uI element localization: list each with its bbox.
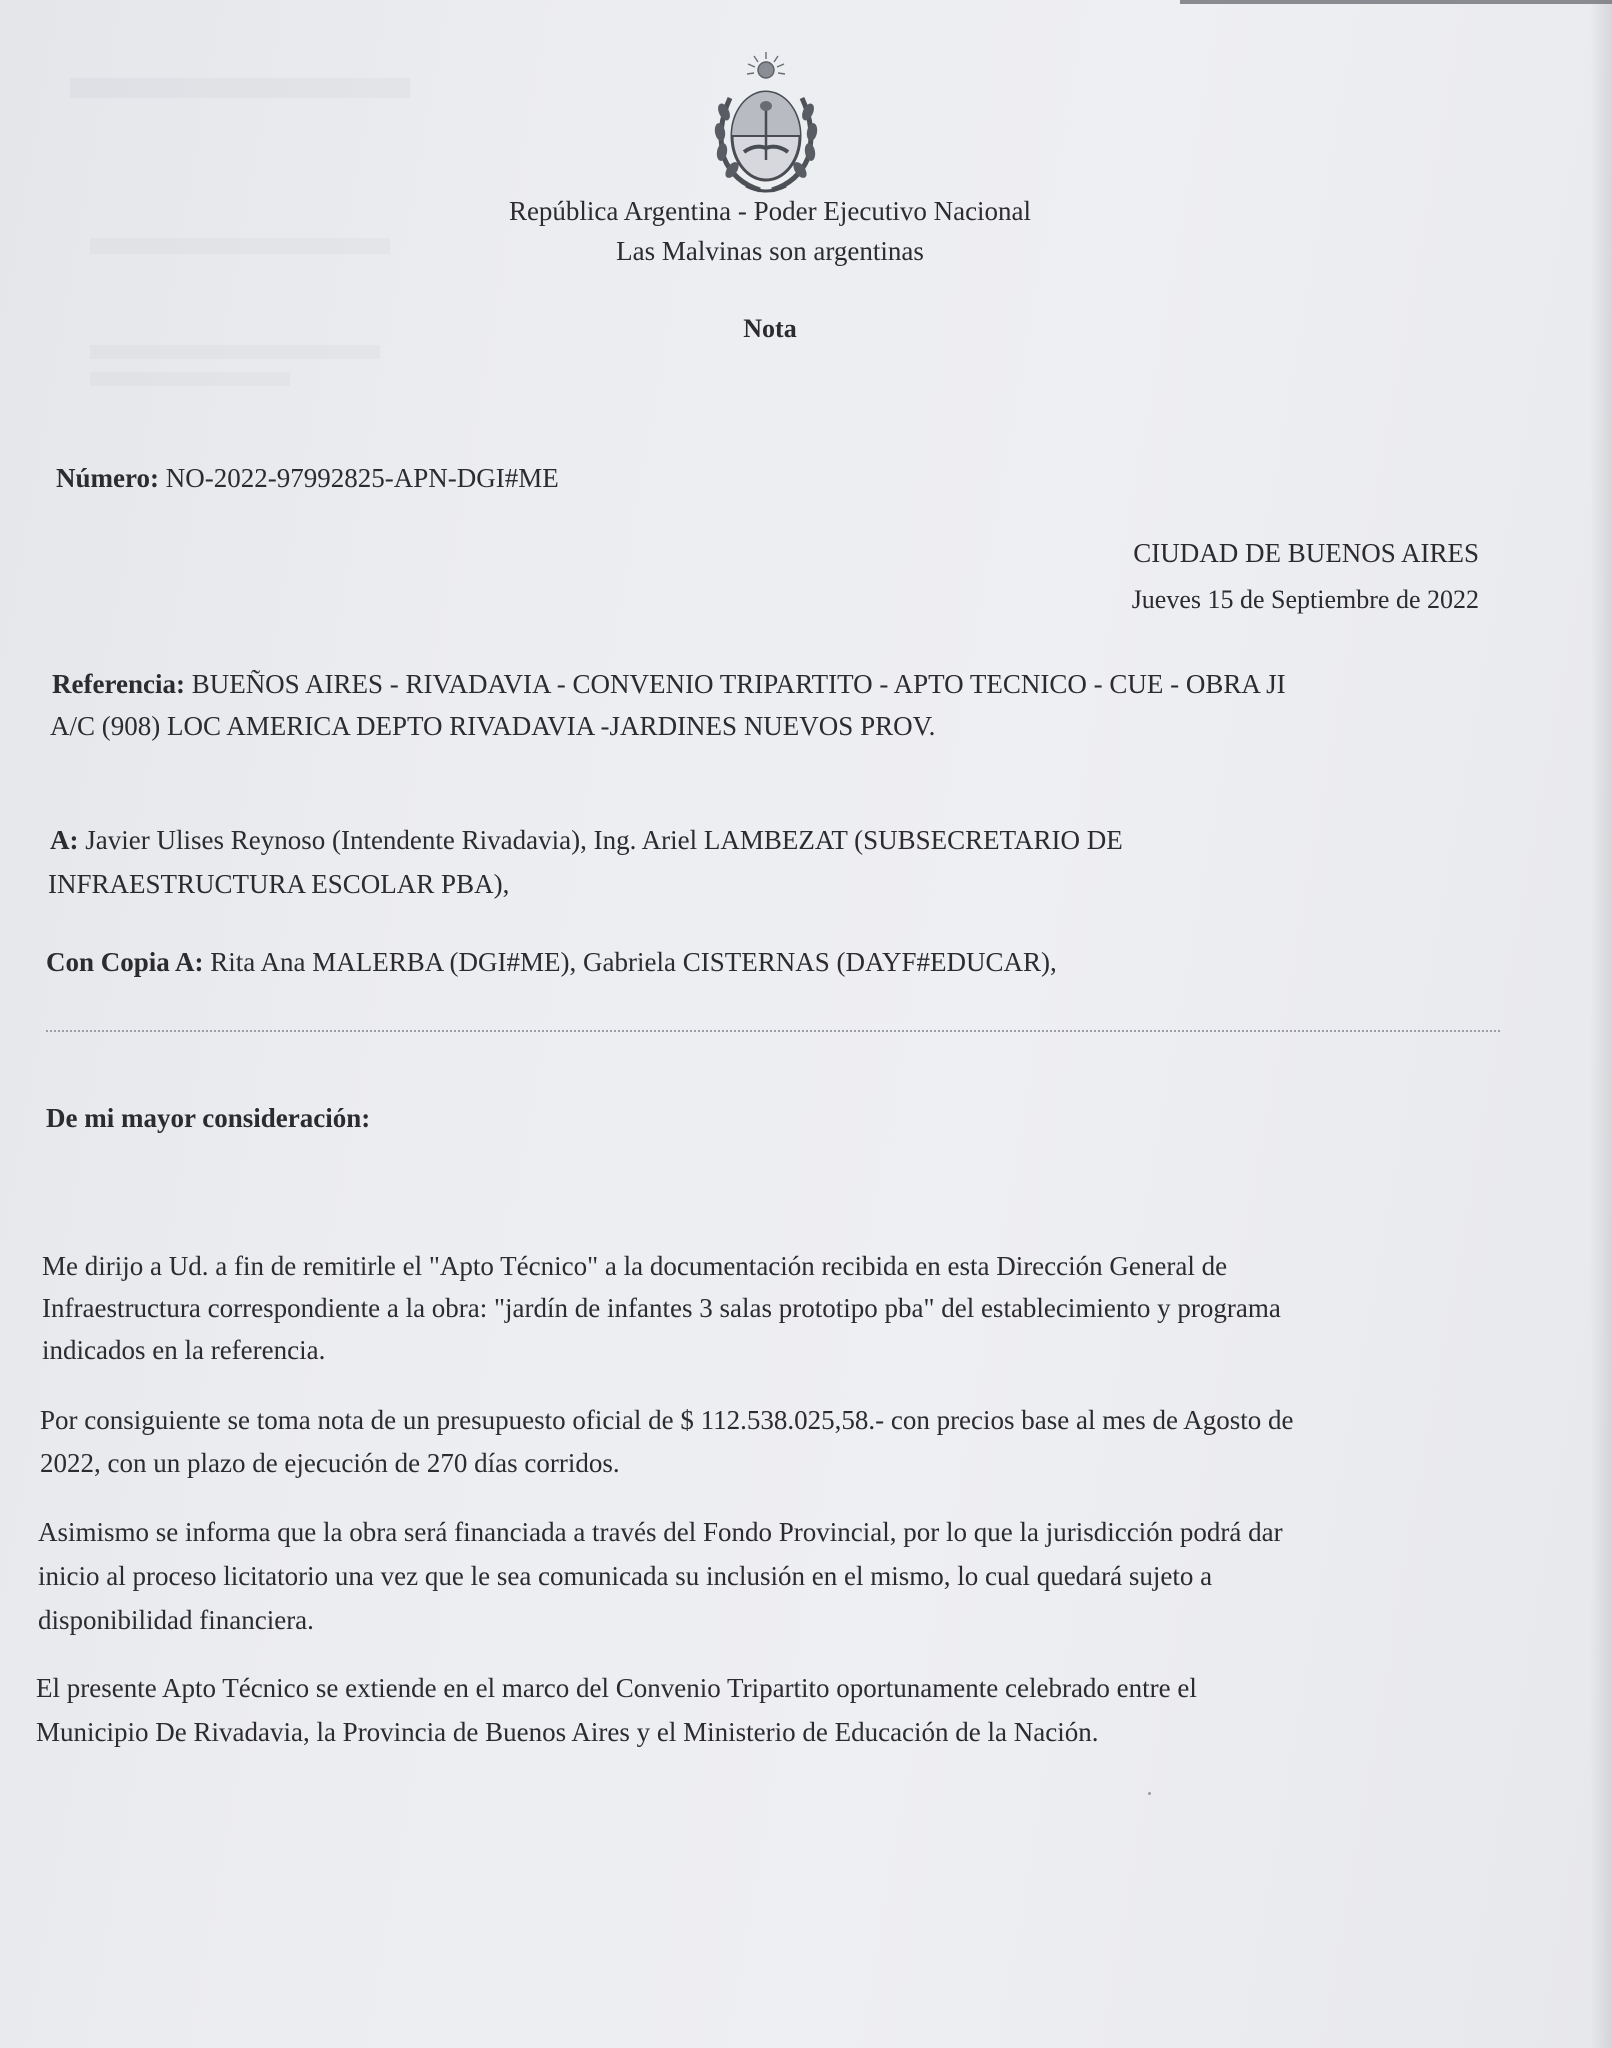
copia-value: Rita Ana MALERBA (DGI#ME), Gabriela CISTERNAS (DAYF#EDUCAR),	[210, 947, 1057, 977]
paragraph-3-line-2: inicio al proceso licitatorio una vez que le sea comunicada su inclusión en el mismo, lo cual quedará sujeto a	[38, 1561, 1213, 1591]
referencia-label: Referencia:	[52, 669, 185, 699]
copia-label: Con Copia A:	[46, 947, 204, 977]
numero-value: NO-2022-97992825-APN-DGI#ME	[165, 463, 559, 493]
bleed-through-mark	[70, 78, 410, 98]
document-type: Nota	[743, 314, 797, 343]
referencia-text-1: BUEÑOS AIRES - RIVADAVIA - CONVENIO TRIPARTITO - APTO TECNICO - CUE - OBRA JI	[191, 669, 1286, 699]
destinatario-line-2: INFRAESTRUCTURA ESCOLAR PBA),	[48, 869, 510, 899]
destinatario-text-1: Javier Ulises Reynoso (Intendente Rivadavia), Ing. Ariel LAMBEZAT (SUBSECRETARIO DE	[85, 825, 1123, 855]
numero-row	[56, 458, 559, 500]
copia-row	[46, 942, 1057, 984]
numero-label: Número:	[56, 463, 159, 493]
salutation: De mi mayor consideración:	[46, 1103, 371, 1133]
paragraph-4-line-2: Municipio De Rivadavia, la Provincia de Buenos Aires y el Ministerio de Educación de la Nación.	[36, 1717, 1099, 1747]
referencia-line-1	[52, 664, 1286, 706]
paragraph-1-line-1: Me dirijo a Ud. a fin de remitirle el "Apto Técnico" a la documentación recibida en esta Dirección General de	[42, 1251, 1228, 1281]
page-right-shadow	[1590, 0, 1612, 2048]
bleed-through-mark	[90, 345, 380, 359]
date: Jueves 15 de Septiembre de 2022	[1131, 585, 1479, 614]
paragraph-1-line-3: indicados en la referencia.	[42, 1335, 326, 1365]
speck-mark	[1148, 1792, 1151, 1795]
coat-of-arms-icon	[710, 48, 822, 196]
paragraph-1-line-2: Infraestructura correspondiente a la obra: "jardín de infantes 3 salas prototipo pba" del establecimiento y programa	[42, 1293, 1281, 1323]
page-top-edge	[1180, 0, 1612, 4]
paragraph-3-line-3: disponibilidad financiera.	[38, 1605, 314, 1635]
paragraph-4-line-1: El presente Apto Técnico se extiende en el marco del Convenio Tripartito oportunamente celebrado entre el	[36, 1673, 1197, 1703]
referencia-line-2: A/C (908) LOC AMERICA DEPTO RIVADAVIA -JARDINES NUEVOS PROV.	[50, 711, 936, 741]
destinatario-label: A:	[50, 825, 79, 855]
header-line-1: República Argentina - Poder Ejecutivo Nacional	[508, 196, 1032, 226]
paragraph-3-line-1: Asimismo se informa que la obra será financiada a través del Fondo Provincial, por lo que la jurisdicción podrá dar	[38, 1517, 1283, 1547]
destinatario-line-1	[50, 820, 1123, 862]
paragraph-2-line-1: Por consiguiente se toma nota de un presupuesto oficial de $ 112.538.025,58.- con precios base al mes de Agosto de	[40, 1405, 1294, 1435]
bleed-through-mark	[90, 372, 290, 386]
header-line-2: Las Malvinas son argentinas	[616, 236, 924, 266]
paragraph-2-line-2: 2022, con un plazo de ejecución de 270 días corridos.	[40, 1448, 620, 1478]
city: CIUDAD DE BUENOS AIRES	[1133, 538, 1479, 568]
separator-line	[46, 1030, 1500, 1032]
